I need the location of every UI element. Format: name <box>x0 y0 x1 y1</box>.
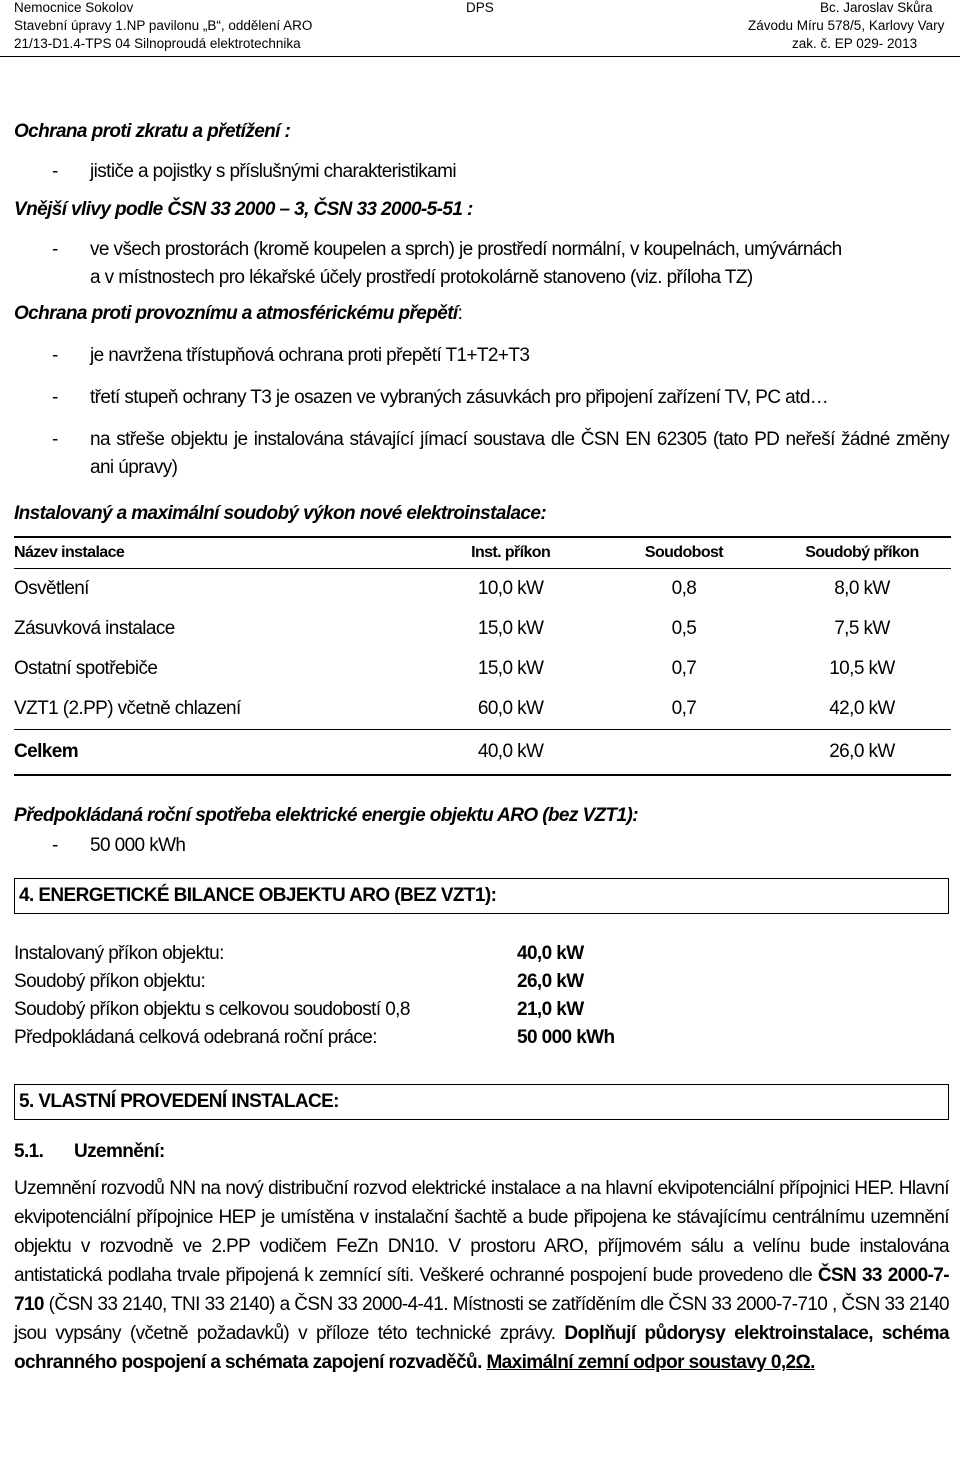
list-item <box>14 1024 949 1052</box>
table-cell: 42,0 kW <box>829 698 895 719</box>
list-item-value: 40,0 kW <box>517 943 584 964</box>
paragraph-bold-text: Doplňují půdorysy elektroinstalace, schéma ochranného pospojení a schémata zapojení rozvaděčů. <box>14 1323 949 1373</box>
list-item-value: 50 000 kWh <box>517 1027 615 1048</box>
list-item-label: Soudobý příkon objektu: <box>14 971 206 992</box>
header-divider <box>0 56 960 57</box>
own-installation-section-box <box>14 1084 949 1120</box>
list-item <box>14 832 949 860</box>
header-right-line-3: zak. č. EP 029- 2013 <box>792 36 918 51</box>
paragraph-text: (ČSN 33 2140, TNI 33 2140) a ČSN 33 2000-4-41. Místnosti se zatříděním dle ČSN 33 2000-7-710 , ČSN 33 2140 jsou vypsány (včetně požadavků) v příloze této technické zprávy. <box>14 1294 949 1344</box>
table-cell: 8,0 kW <box>834 578 890 599</box>
table-cell: 10,0 kW <box>477 578 544 599</box>
list-item-text: jističe a pojistky s příslušnými charakteristikami <box>90 161 456 182</box>
table-header-cell: Inst. příkon <box>426 537 595 569</box>
overvoltage-heading-colon: : <box>457 303 463 324</box>
list-item-value: 21,0 kW <box>517 999 584 1020</box>
table-cell: Celkem <box>14 741 78 762</box>
table-cell: 10,5 kW <box>829 658 895 679</box>
list-dash: - <box>52 161 58 182</box>
paragraph-bold-text: ČSN 33 2000-7-710 <box>14 1265 949 1315</box>
table-cell: 40,0 kW <box>477 741 544 762</box>
list-item-value: 26,0 kW <box>517 971 584 992</box>
table-cell: Zásuvková instalace <box>14 618 175 639</box>
table-cell: Osvětlení <box>14 578 89 599</box>
list-dash: - <box>52 429 58 450</box>
list-item <box>14 158 949 186</box>
list-item <box>14 236 949 292</box>
power-table <box>14 536 951 776</box>
list-item-text: a v místnostech pro lékařské účely prostředí protokolárně stanoveno (viz. <box>90 267 662 288</box>
table-header-cell: Název instalace <box>14 537 426 569</box>
list-item-text: třetí stupeň ochrany T3 je osazen ve vybraných zásuvkách pro připojení zařízení TV, PC atd… <box>90 387 829 408</box>
document-body <box>14 118 949 1377</box>
overvoltage-heading <box>14 300 949 328</box>
table-cell: 0,7 <box>671 698 697 719</box>
table-cell: VZT1 (2.PP) včetně chlazení <box>14 698 241 719</box>
list-item <box>14 342 949 370</box>
list-item-text: příloha TZ) <box>666 267 753 288</box>
header-right-line-2: Závodu Míru 578/5, Karlovy Vary <box>748 18 945 33</box>
header-left-line-2: Stavební úpravy 1.NP pavilonu „B“, oddělení ARO <box>14 18 313 33</box>
list-item-label: Předpokládaná celková odebraná roční práce: <box>14 1027 377 1048</box>
table-row <box>14 609 951 649</box>
list-item-text: 50 000 kWh <box>90 835 186 856</box>
table-cell: 7,5 kW <box>834 618 890 639</box>
table-cell: Ostatní spotřebiče <box>14 658 158 679</box>
table-cell: 0,7 <box>671 658 697 679</box>
page-header <box>0 0 960 60</box>
table-row <box>14 569 951 610</box>
list-dash: - <box>52 387 58 408</box>
list-item-text: je navržena třístupňová ochrana proti přepětí T1+T2+T3 <box>90 345 530 366</box>
installed-power-heading: Instalovaný a maximální soudobý výkon nové elektroinstalace: <box>14 503 547 524</box>
grounding-paragraph <box>14 1174 949 1377</box>
list-item <box>14 968 949 996</box>
energy-balance-heading: 4. ENERGETICKÉ BILANCE OBJEKTU ARO (BEZ VZT1): <box>19 885 497 906</box>
overvoltage-heading-text: Ochrana proti provoznímu a atmosférickému přepětí <box>14 303 458 324</box>
own-installation-heading: 5. VLASTNÍ PROVEDENÍ INSTALACE: <box>19 1091 339 1112</box>
header-right-line-1: Bc. Jaroslav Skůra <box>820 0 933 15</box>
list-item-label: Soudobý příkon objektu s celkovou soudobostí 0,8 <box>14 999 410 1020</box>
list-item-label: Instalovaný příkon objektu: <box>14 943 224 964</box>
table-cell: 0,5 <box>671 618 697 639</box>
subheading-number: 5.1. <box>14 1141 44 1162</box>
header-center: DPS <box>466 0 494 15</box>
energy-balance-section-box <box>14 878 949 914</box>
energy-balance-list <box>14 940 949 1052</box>
list-item-text: ve všech prostorách (kromě koupelen a sprch) je prostředí normální, v koupelnách, umývárnách <box>90 239 842 260</box>
paragraph-bold-underlined-text: Maximální zemní odpor soustavy 0,2Ω. <box>486 1352 815 1373</box>
list-dash: - <box>52 345 58 366</box>
list-item-text: na střeše objektu je instalována stávající jímací soustava dle ČSN EN 62305 (tato PD neřeší žádné změny ani úpravy) <box>90 429 949 478</box>
header-left-line-3: 21/13-D1.4-TPS 04 Silnoproudá elektrotechnika <box>14 36 301 51</box>
table-cell: 15,0 kW <box>477 658 544 679</box>
table-row <box>14 689 951 730</box>
annual-consumption-heading: Předpokládaná roční spotřeba elektrické energie objektu ARO (bez VZT1): <box>14 805 638 826</box>
subheading-title: Uzemnění: <box>74 1141 165 1162</box>
table-row <box>14 649 951 689</box>
header-left-line-1: Nemocnice Sokolov <box>14 0 134 15</box>
grounding-subheading <box>14 1138 949 1166</box>
table-cell: 26,0 kW <box>829 741 895 762</box>
external-influences-heading: Vnější vlivy podle ČSN 33 2000 – 3, ČSN 33 2000-5-51 : <box>14 199 473 220</box>
table-cell: 15,0 kW <box>477 618 544 639</box>
short-circuit-heading: Ochrana proti zkratu a přetížení : <box>14 121 291 142</box>
table-cell: 0,8 <box>671 578 697 599</box>
list-item <box>14 940 949 968</box>
list-item <box>14 384 949 412</box>
list-dash: - <box>52 239 58 260</box>
list-dash: - <box>52 835 58 856</box>
table-total-row <box>14 730 951 776</box>
table-header-row <box>14 537 951 569</box>
list-item <box>14 426 949 482</box>
table-cell <box>595 730 773 776</box>
table-header-cell: Soudobý příkon <box>773 537 951 569</box>
paragraph-text: Uzemnění rozvodů NN na nový distribuční rozvod elektrické instalace a na hlavní ekvipotenciální přípojnici HEP. Hlavní ekvipotenciální přípojnice HEP je umístěna v instalační šachtě a bude připojena ke stávajícímu centrálnímu uzemnění objektu v rozvodně ve 2.PP vodičem FeZn DN10. V prostoru ARO, příjmovém sálu a velínu bude instalována antistatická podlaha trvale připojená k zemnící síti. Veškeré ochranné pospojení bude provedeno dle <box>14 1178 949 1286</box>
table-header-cell: Soudobost <box>595 537 773 569</box>
table-cell: 60,0 kW <box>477 698 544 719</box>
list-item <box>14 996 949 1024</box>
